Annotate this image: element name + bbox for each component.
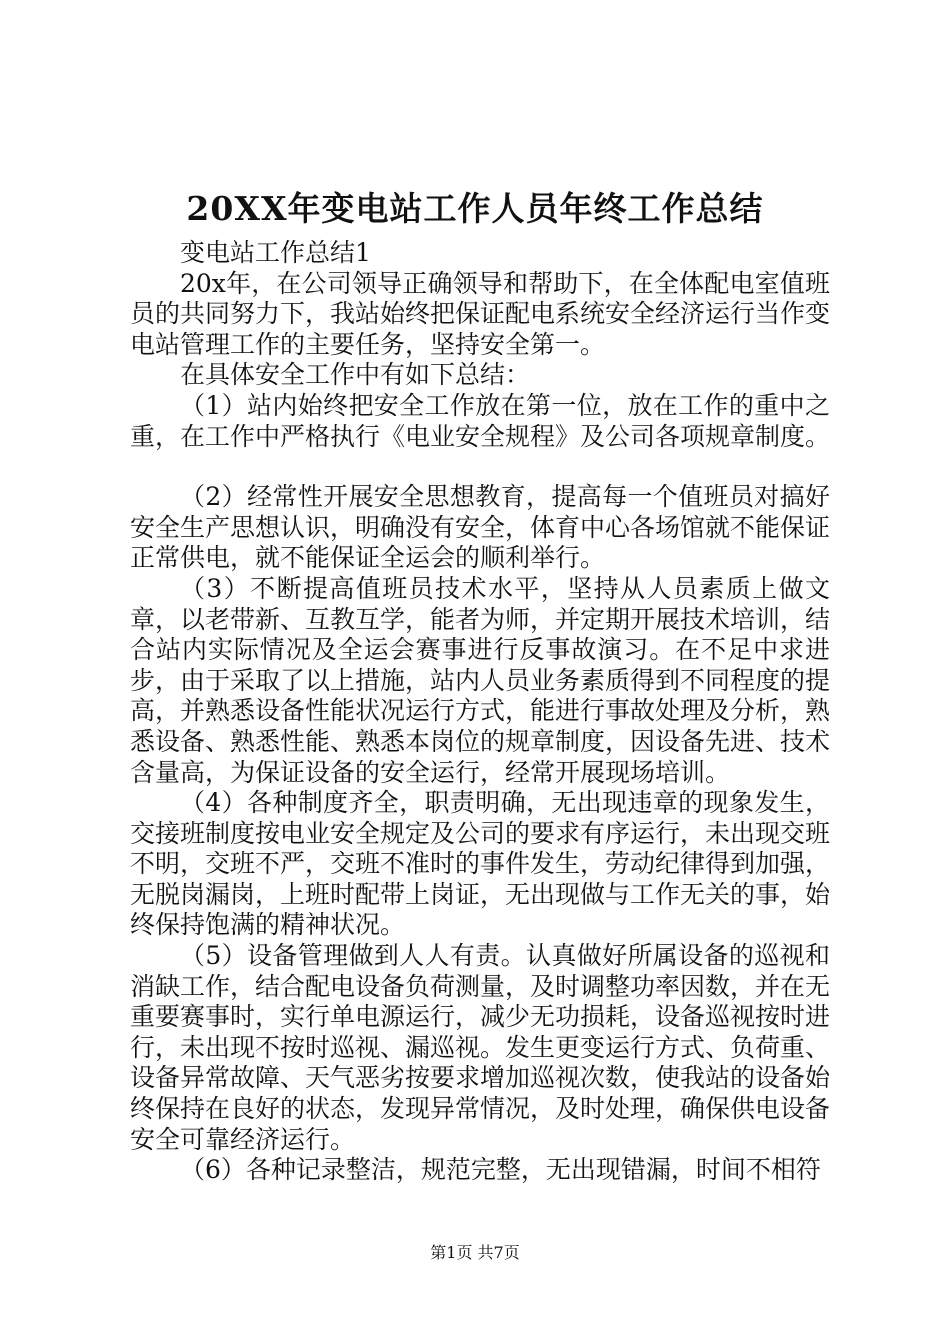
paragraph-item-6: （6）各种记录整洁，规范完整，无出现错漏，时间不相符	[180, 1155, 821, 1185]
paragraph-item-5: （5）设备管理做到人人有责。认真做好所属设备的巡视和消缺工作，结合配电设备负荷测量，及时调整功率因数，并在无重要赛事时，实行单电源运行，减少无功损耗，设备巡视按时进行，未出现不按时巡视、漏巡视。发生更变运行方式、负荷重、设备异常故障、天气恶劣按要求增加巡视次数，使我站的设备始终保持在良好的状态，发现异常情况，及时处理，确保供电设备安全可靠经济运行。	[130, 941, 831, 1154]
section-heading: 变电站工作总结1	[180, 238, 371, 267]
paragraph-item-4: （4）各种制度齐全，职责明确，无出现违章的现象发生，交接班制度按电业安全规定及公司的要求有序运行，未出现交班不明，交班不严，交班不准时的事件发生，劳动纪律得到加强，无脱岗漏岗，上班时配带上岗证，无出现做与工作无关的事，始终保持饱满的精神状况。	[130, 788, 831, 940]
page-number-footer: 第1页 共7页	[430, 1243, 520, 1262]
paragraph-item-1: （1）站内始终把安全工作放在第一位，放在工作的重中之重，在工作中严格执行《电业安全规程》及公司各项规章制度。	[130, 390, 831, 451]
paragraph-item-2: （2）经常性开展安全思想教育，提高每一个值班员对搞好安全生产思想认识，明确没有安全，体育中心各场馆就不能保证正常供电，就不能保证全运会的顺利举行。	[130, 482, 831, 573]
paragraph-summary-lead: 在具体安全工作中有如下总结：	[180, 360, 531, 390]
paragraph-intro: 20x年，在公司领导正确领导和帮助下，在全体配电室值班员的共同努力下，我站始终把保证配电系统安全经济运行当作变电站管理工作的主要任务，坚持安全第一。	[130, 268, 831, 359]
document-body	[130, 238, 830, 1186]
document-title: 20XX年变电站工作人员年终工作总结	[186, 189, 764, 228]
paragraph-item-3: （3）不断提高值班员技术水平，坚持从人员素质上做文章，以老带新、互教互学，能者为师，并定期开展技术培训，结合站内实际情况及全运会赛事进行反事故演习。在不足中求进步，由于采取了以上措施，站内人员业务素质得到不同程度的提高，并熟悉设备性能状况运行方式，能进行事故处理及分析，熟悉设备、熟悉性能、熟悉本岗位的规章制度，因设备先进、技术含量高，为保证设备的安全运行，经常开展现场培训。	[130, 573, 831, 787]
